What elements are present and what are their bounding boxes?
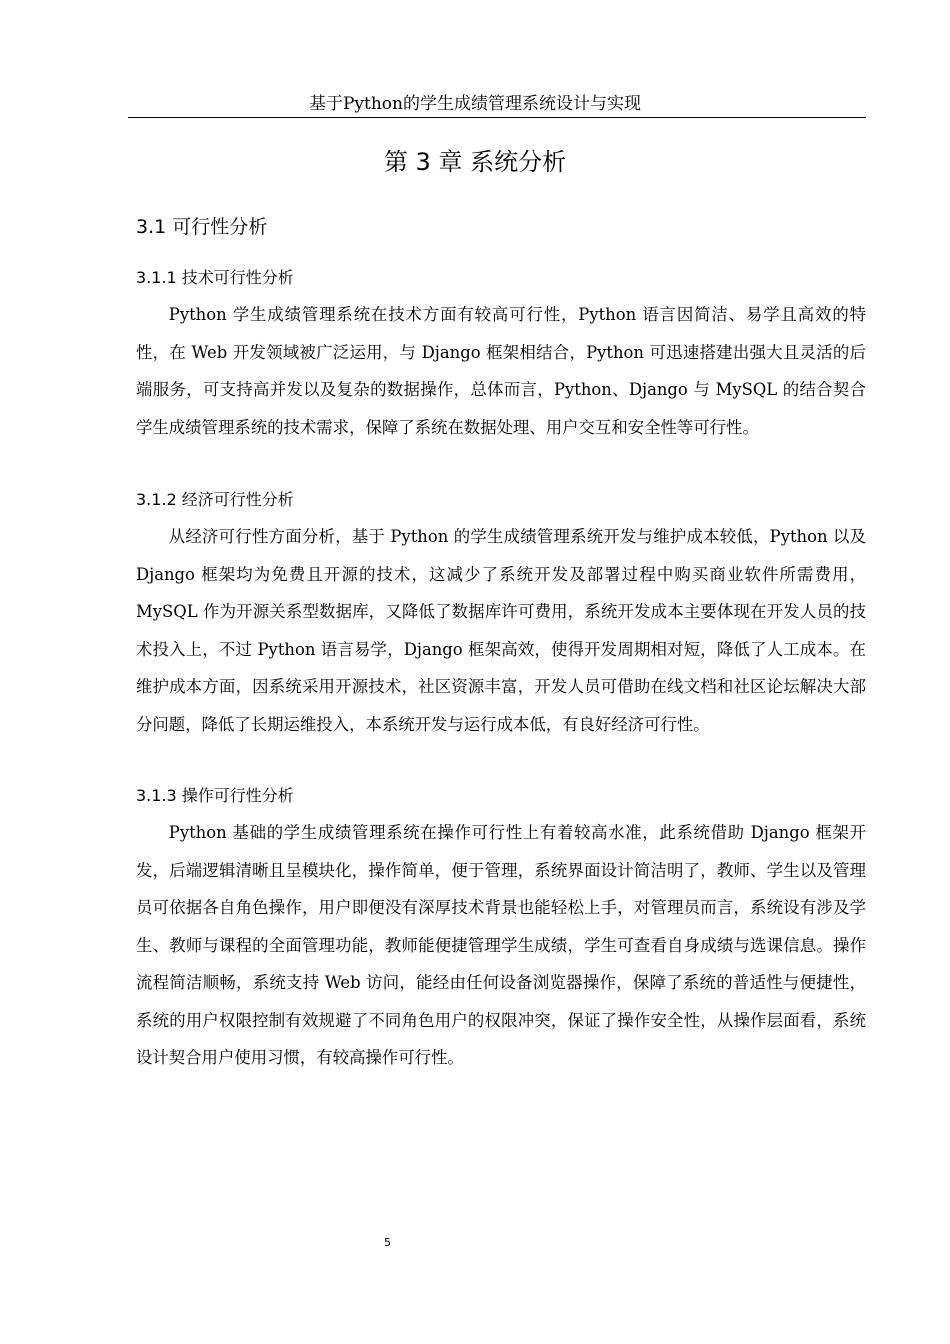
subsection-heading-operational: 3.1.3 操作可行性分析 xyxy=(136,786,294,805)
paragraph-economic: 从经济可行性方面分析，基于 Python 的学生成绩管理系统开发与维护成本较低，Python 以及 Django 框架均为免费且开源的技术，这减少了系统开发及部署过程中购买商业软件所需费用，MySQL 作为开源关系型数据库，又降低了数据库许可费用，系统开发成本主要体现在开发人员的技术投入上，不过 Python 语言易学，Django 框架高效，使得开发周期相对短，降低了人工成本。在维护成本方面，因系统采用开源技术，社区资源丰富，开发人员可借助在线文档和社区论坛解决大部分问题，降低了长期运维投入，本系统开发与运行成本低，有良好经济可行性。 xyxy=(136,527,866,734)
header-rule xyxy=(128,117,866,118)
running-header: 基于Python的学生成绩管理系统设计与实现 xyxy=(308,94,641,114)
section-heading-feasibility: 3.1 可行性分析 xyxy=(136,216,268,238)
subsection-heading-technical: 3.1.1 技术可行性分析 xyxy=(136,268,294,287)
page-number: 5 xyxy=(384,1236,391,1249)
chapter-title: 第 3 章 系统分析 xyxy=(383,148,567,176)
subsection-heading-economic: 3.1.2 经济可行性分析 xyxy=(136,490,294,509)
paragraph-operational: Python 基础的学生成绩管理系统在操作可行性上有着较高水准，此系统借助 Django 框架开发，后端逻辑清晰且呈模块化，操作简单，便于管理，系统界面设计简洁明了，教师、学生以及管理员可依据各自角色操作，用户即便没有深厚技术背景也能轻松上手，对管理员而言，系统设有涉及学生、教师与课程的全面管理功能，教师能便捷管理学生成绩，学生可查看自身成绩与选课信息。操作流程简洁顺畅，系统支持 Web 访问，能经由任何设备浏览器操作，保障了系统的普适性与便捷性，系统的用户权限控制有效规避了不同角色用户的权限冲突，保证了操作安全性，从操作层面看，系统设计契合用户使用习惯，有较高操作可行性。 xyxy=(136,823,866,1067)
paragraph-technical: Python 学生成绩管理系统在技术方面有较高可行性，Python 语言因简洁、易学且高效的特性，在 Web 开发领域被广泛运用，与 Django 框架相结合，Python 可迅速搭建出强大且灵活的后端服务，可支持高并发以及复杂的数据操作，总体而言，Python、Django 与 MySQL 的结合契合学生成绩管理系统的技术需求，保障了系统在数据处理、用户交互和安全性等可行性。 xyxy=(136,305,866,437)
